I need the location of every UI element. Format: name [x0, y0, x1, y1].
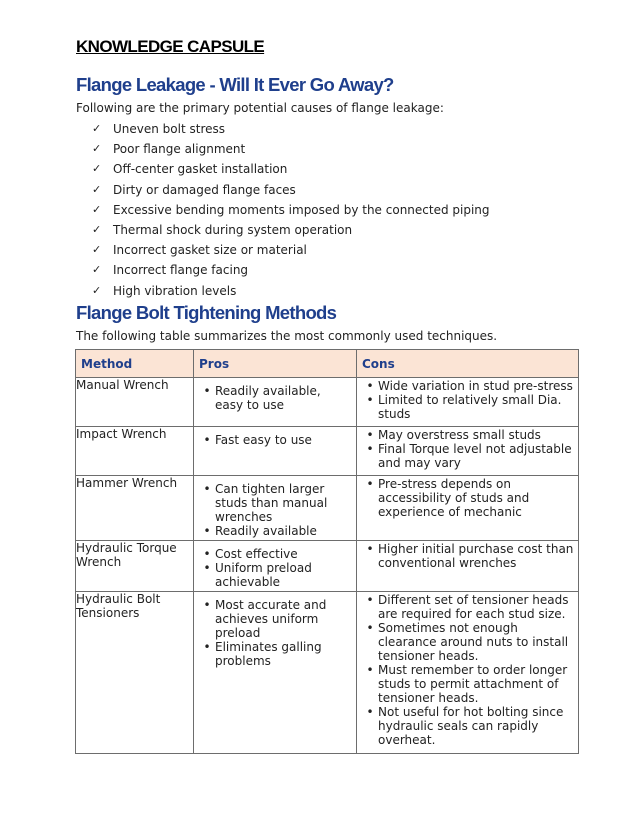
bullet-icon: •	[203, 482, 211, 496]
bullet-icon: •	[366, 663, 374, 677]
cons-cell	[357, 427, 579, 476]
method-cell: Hydraulic Torque Wrench	[76, 541, 194, 592]
method-cell: Impact Wrench	[76, 427, 194, 476]
list-item: • Final Torque level not adjustable and may vary	[362, 442, 574, 470]
bullet-icon: •	[366, 393, 374, 407]
list-item: ✓ Dirty or damaged flange faces	[92, 182, 296, 197]
table-row	[76, 427, 579, 476]
list-item: • Cost effective	[199, 547, 352, 561]
table-row	[76, 476, 579, 541]
list-item: • Uniform preload achievable	[199, 561, 352, 589]
method-cell: Hammer Wrench	[76, 476, 194, 541]
pros-cell	[194, 476, 357, 541]
table-header-row	[76, 350, 579, 378]
header-cons: Cons	[357, 350, 579, 378]
checkmark-icon: ✓	[92, 202, 102, 216]
list-item: • Must remember to order longer studs to permit attachment of tensioner heads.	[362, 663, 574, 705]
list-item: • Different set of tensioner heads are required for each stud size.	[362, 593, 574, 621]
list-item: ✓ High vibration levels	[92, 283, 237, 298]
bullet-icon: •	[203, 384, 211, 398]
checkmark-icon: ✓	[92, 122, 102, 135]
section-intro-causes: Following are the primary potential causes of flange leakage:	[76, 101, 444, 115]
cons-cell	[357, 541, 579, 592]
list-item: ✓ Uneven bolt stress	[92, 122, 226, 136]
pros-cell	[194, 427, 357, 476]
list-item: • Eliminates galling problems	[199, 640, 352, 668]
section-heading-flange-leakage: Flange Leakage - Will It Ever Go Away?	[76, 74, 394, 95]
checkmark-icon: ✓	[92, 243, 102, 257]
checkmark-icon: ✓	[92, 263, 102, 277]
cons-cell	[357, 476, 579, 541]
list-item: • Readily available, easy to use	[199, 384, 352, 412]
list-item: • Wide variation in stud pre-stress	[362, 379, 574, 393]
pros-cell	[194, 592, 357, 754]
checkmark-icon: ✓	[92, 182, 102, 196]
list-item: • Readily available	[199, 524, 352, 538]
list-item: • Limited to relatively small Dia. studs	[362, 393, 574, 421]
bullet-icon: •	[203, 561, 211, 575]
section-heading-bolt-methods: Flange Bolt Tightening Methods	[76, 302, 337, 323]
cons-cell	[357, 378, 579, 427]
table-row	[76, 592, 579, 754]
list-item: • Can tighten larger studs than manual wrenches	[199, 482, 352, 524]
header-method: Method	[76, 350, 194, 378]
checkmark-icon: ✓	[92, 162, 102, 176]
bullet-icon: •	[203, 433, 211, 447]
bullet-icon: •	[366, 428, 374, 442]
list-item: ✓ Off-center gasket installation	[92, 162, 288, 177]
bullet-icon: •	[366, 621, 374, 635]
bullet-icon: •	[366, 542, 374, 556]
method-cell: Manual Wrench	[76, 378, 194, 427]
list-item: • Sometimes not enough clearance around nuts to install tensioner heads.	[362, 621, 574, 663]
causes-list	[92, 121, 490, 303]
method-cell: Hydraulic Bolt Tensioners	[76, 592, 194, 754]
bullet-icon: •	[366, 593, 374, 607]
pros-cell	[194, 541, 357, 592]
list-item: • Most accurate and achieves uniform preload	[199, 598, 352, 640]
methods-table	[75, 349, 579, 754]
list-item: • May overstress small studs	[362, 428, 574, 442]
cons-cell	[357, 592, 579, 754]
list-item: ✓ Incorrect gasket size or material	[92, 243, 307, 258]
list-item: ✓ Poor flange alignment	[92, 142, 246, 157]
list-item: • Fast easy to use	[199, 433, 352, 447]
checkmark-icon: ✓	[92, 142, 102, 156]
table-row	[76, 378, 579, 427]
bullet-icon: •	[366, 442, 374, 456]
table-row	[76, 541, 579, 592]
list-item: • Not useful for hot bolting since hydraulic seals can rapidly overheat.	[362, 705, 574, 747]
bullet-icon: •	[203, 547, 211, 561]
checkmark-icon: ✓	[92, 283, 102, 297]
bullet-icon: •	[203, 598, 211, 612]
pros-cell	[194, 378, 357, 427]
checkmark-icon: ✓	[92, 222, 102, 236]
bullet-icon: •	[366, 379, 374, 393]
bullet-icon: •	[203, 524, 211, 538]
header-pros: Pros	[194, 350, 357, 378]
list-item: • Higher initial purchase cost than conventional wrenches	[362, 542, 574, 570]
list-item: ✓ Incorrect flange facing	[92, 263, 249, 278]
section-intro-table: The following table summarizes the most commonly used techniques.	[76, 329, 498, 343]
list-item: ✓ Thermal shock during system operation	[92, 222, 353, 237]
list-item: ✓ Excessive bending moments imposed by the connected piping	[92, 202, 490, 217]
list-item: • Pre-stress depends on accessibility of studs and experience of mechanic	[362, 477, 574, 519]
bullet-icon: •	[366, 477, 374, 491]
capsule-title: KNOWLEDGE CAPSULE	[76, 37, 265, 56]
bullet-icon: •	[203, 640, 211, 654]
bullet-icon: •	[366, 705, 374, 719]
